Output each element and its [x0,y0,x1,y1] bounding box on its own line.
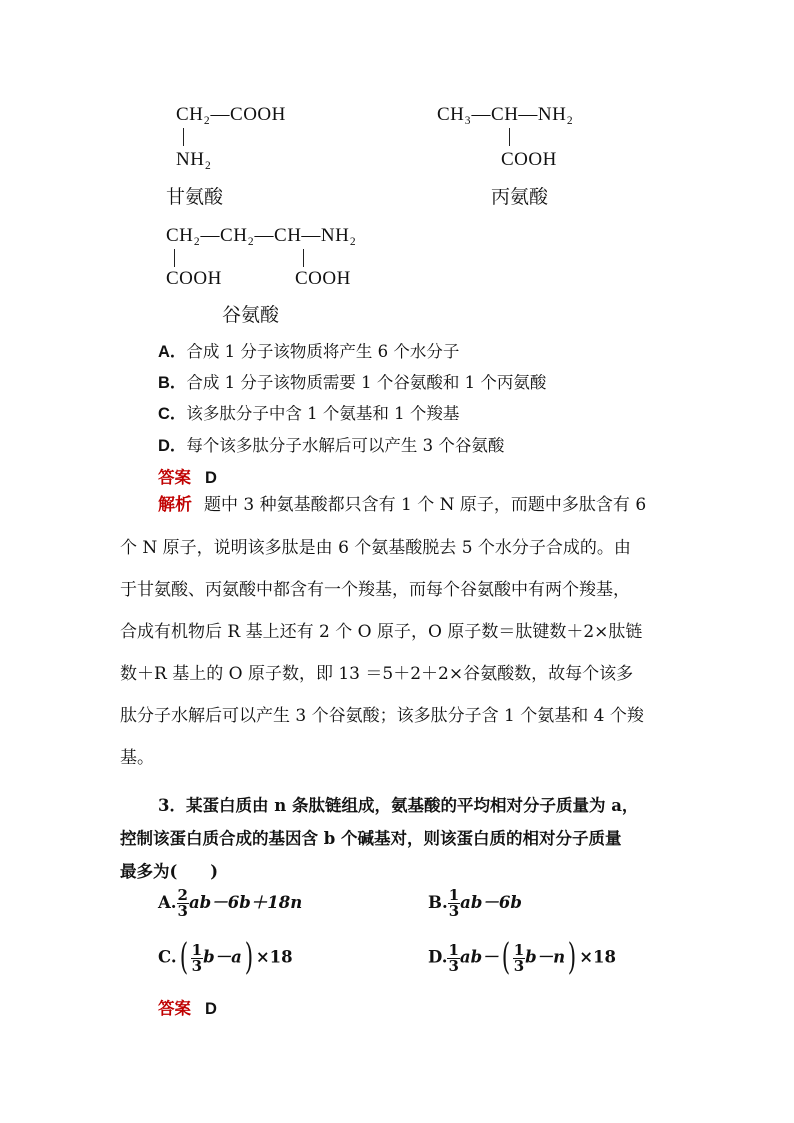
alanine-bond [509,128,510,146]
alanine-main-chain: CH₃—CH—NH₂ [437,104,574,125]
q2-analysis-line-2: 个 N 原子，说明该多肽是由 6 个氨基酸脱去 5 个水分子合成的。由 [120,538,631,558]
glycine-bond [183,128,184,146]
q2-analysis-line-6: 肽分子水解后可以产生 3 个谷氨酸；该多肽分子含 1 个氨基和 4 个羧 [120,706,644,726]
q2-analysis-line-5: 数＋R 基上的 O 原子数，即 13 ＝5＋2＋2×谷氨酸数，故每个该多 [120,664,634,684]
analysis-label: 解析 [158,495,192,515]
q3-option-a: A. $\frac{2}{3}$ ab－6b＋18n [158,886,303,920]
glutamic-name: 谷氨酸 [222,304,280,326]
q2-option-c: C．该多肽分子中含 1 个氨基和 1 个羧基 [158,404,460,423]
q3-stem-line-3: 最多为( ) [120,862,219,881]
glycine-name: 甘氨酸 [166,186,224,208]
q2-analysis-line-4: 合成有机物后 R 基上还有 2 个 O 原子，O 原子数＝肽键数＋2×肽链 [120,622,643,642]
q3-stem-line-2: 控制该蛋白质合成的基因含 b 个碱基对，则该蛋白质的相对分子质量 [120,829,622,848]
q3-stem-line-1: 3．某蛋白质由 n 条肽链组成，氨基酸的平均相对分子质量为 a， [158,796,639,815]
fraction: $\frac{1}{3}$ [513,940,525,975]
q2-option-a: A．合成 1 分子该物质将产生 6 个水分子 [158,342,460,361]
q2-option-b: B．合成 1 分子该物质需要 1 个谷氨酸和 1 个丙氨酸 [158,373,547,392]
q3-option-b: B. $\frac{1}{3}$ ab－6b [428,886,522,920]
q2-analysis-line-3: 于甘氨酸、丙氨酸中都含有一个羧基，而每个谷氨酸中有两个羧基， [120,580,630,600]
glutamic-main-chain: CH₂—CH₂—CH—NH₂ [166,225,357,246]
fraction: $\frac{1}{3}$ [448,940,459,975]
q3-option-d: D. $\frac{1}{3}$ ab－( $\frac{1}{3}$ b－n) ×18 [428,937,617,978]
fraction: $\frac{2}{3}$ [177,886,188,920]
glutamic-branch-1: COOH [166,268,222,289]
alanine-branch: COOH [501,149,557,170]
glycine-branch: NH₂ [176,149,212,170]
glutamic-branch-2: COOH [295,268,351,289]
fraction: $\frac{1}{3}$ [448,886,460,920]
glycine-main-chain: CH₂—COOH [176,104,286,125]
q2-answer: 答案 D [158,468,217,487]
glutamic-bond-1 [174,249,175,267]
q3-answer: 答案 D [158,999,217,1018]
alanine-name: 丙氨酸 [491,186,549,208]
q2-option-d: D．每个该多肽分子水解后可以产生 3 个谷氨酸 [158,436,505,455]
q3-option-c: C.( $\frac{1}{3}$ b－a) ×18 [158,937,293,978]
glutamic-bond-2 [303,249,304,267]
q2-analysis-line-7: 基。 [120,748,154,768]
fraction: $\frac{1}{3}$ [191,940,203,975]
q2-analysis-line-1: 解析 题中 3 种氨基酸都只含有 1 个 N 原子，而题中多肽含有 6 [158,495,647,515]
